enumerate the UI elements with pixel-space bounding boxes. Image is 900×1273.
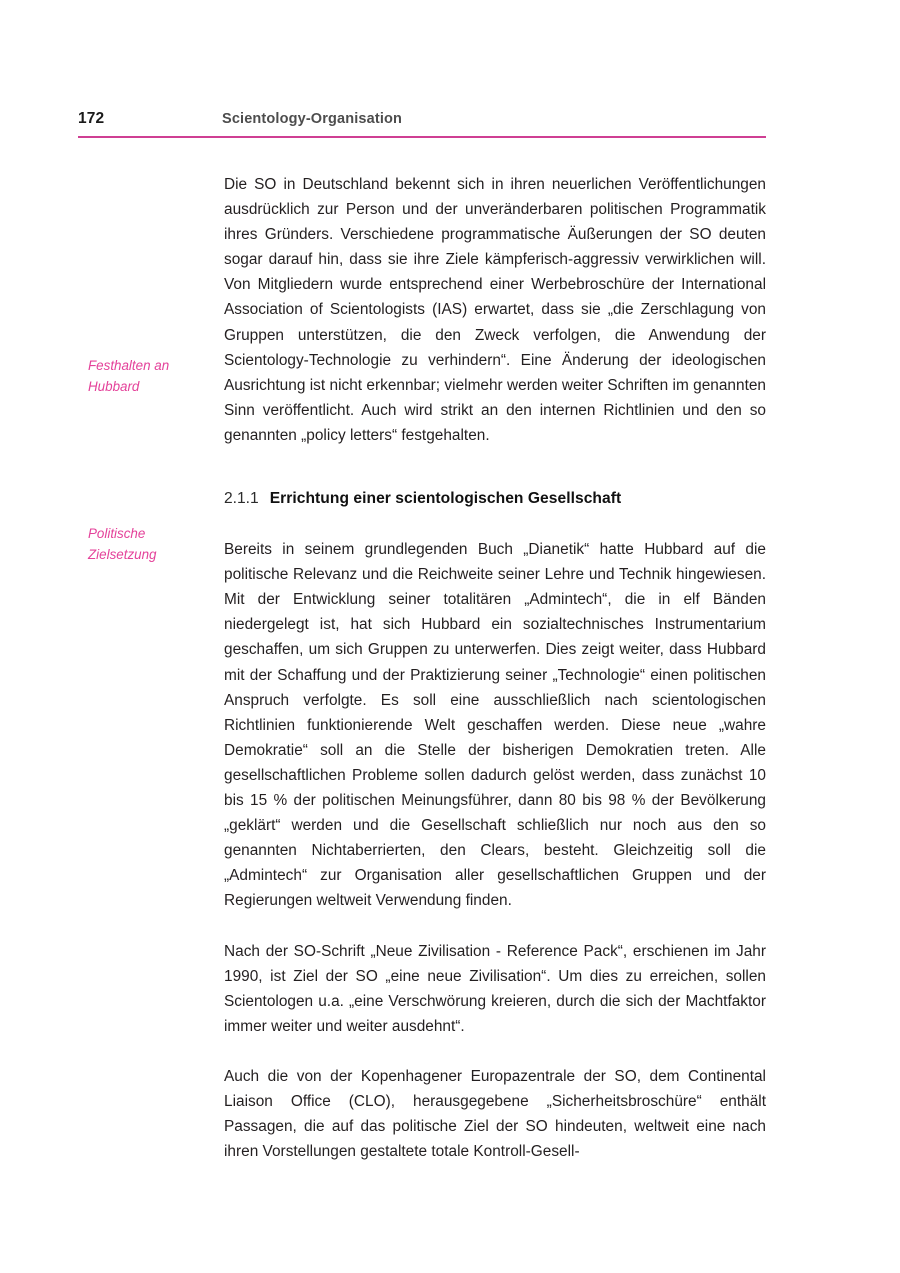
margin-note-politische-zielsetzung: [88, 523, 214, 565]
section-heading: [224, 488, 766, 510]
text-column: [224, 172, 766, 1164]
body-paragraph-4: Auch die von der Kopenhagener Europazentrale der SO, dem Continental Liaison Office (CLO), herausgegebene „Sicherheitsbroschüre“ enthält Passagen, die auf das politische Ziel der SO hindeuten, weltweit eine nach ihren Vorstellungen gestaltete totale Kontroll-Gesell-: [224, 1068, 766, 1161]
body-paragraph-1: Die SO in Deutschland bekennt sich in ihren neuerlichen Veröffentlichungen ausdrücklich zur Person und der unveränderbaren politischen Programmatik ihres Gründers. Verschiedene programmatische Äußerungen der SO deuten sogar darauf hin, dass sie ihre Ziele kämpferisch-aggressiv verwirklichen will. Von Mitgliedern wurde entsprechend einer Werbebroschüre der International Association of Scientologists (IAS) erwartet, dass sie „die Zerschlagung von Gruppen unterstützen, die den Zweck verfolgen, die Anwendung der Scientology-Technologie zu verhindern“. Eine Änderung der ideologischen Ausrichtung ist nicht erkennbar; vielmehr werden weiter Schriften im genannten Sinn veröffentlicht. Auch wird strikt an den internen Richtlinien und den so genannten „policy letters“ festgehalten.: [224, 176, 766, 444]
header-rule: [78, 136, 766, 138]
section-number: 2.1.1: [224, 490, 259, 508]
page-number: 172: [78, 110, 105, 127]
margin-note-line: Politische: [88, 526, 146, 541]
body-paragraph-2: Bereits in seinem grundlegenden Buch „Dianetik“ hatte Hubbard auf die politische Relevanz und die Reichweite seiner Lehre und Technik hingewiesen. Mit der Entwicklung seiner totalitären „Admintech“, die in elf Bänden niedergelegt ist, hat sich Hubbard ein sozialtechnisches Instrumentarium geschaffen, um sich Gruppen zu unterwerfen. Dies zeigt weiter, dass Hubbard mit der Schaffung und der Praktizierung seiner „Technologie“ einen politischen Anspruch verfolgte. Es soll eine ausschließlich nach scientologischen Richtlinien funktionierende Welt geschaffen werden. Diese neue „wahre Demokratie“ soll an die Stelle der bisherigen Demokratien treten. Alle gesellschaftlichen Probleme sollen dadurch gelöst werden, dass zunächst 10 bis 15 % der politischen Meinungsführer, dann 80 bis 98 % der Bevölkerung „geklärt“ werden und die Gesellschaft schließlich nur noch aus den so genannten Nichtaberrierten, den Clears, besteht. Gleichzeitig soll die „Admintech“ zur Organisation aller gesellschaftlichen Gruppen und der Regierungen weltweit Verwendung finden.: [224, 541, 766, 910]
margin-note-line: Hubbard: [88, 379, 140, 394]
margin-note-line: Zielsetzung: [88, 547, 157, 562]
section-title: Errichtung einer scientologischen Gesellschaft: [269, 490, 622, 508]
margin-note-line: Festhalten an: [88, 358, 170, 373]
running-title: Scientology-Organisation: [222, 111, 403, 127]
margin-note-festhalten-an-hubbard: [88, 355, 214, 397]
body-paragraph-3: Nach der SO-Schrift „Neue Zivilisation - Reference Pack“, erschienen im Jahr 1990, ist Ziel der SO „eine neue Zivilisation“. Um dies zu erreichen, sollen Scientologen u.a. „eine Verschwörung kreieren, durch die sich der Machtfaktor immer weiter und weiter ausdehnt“.: [224, 942, 766, 1035]
